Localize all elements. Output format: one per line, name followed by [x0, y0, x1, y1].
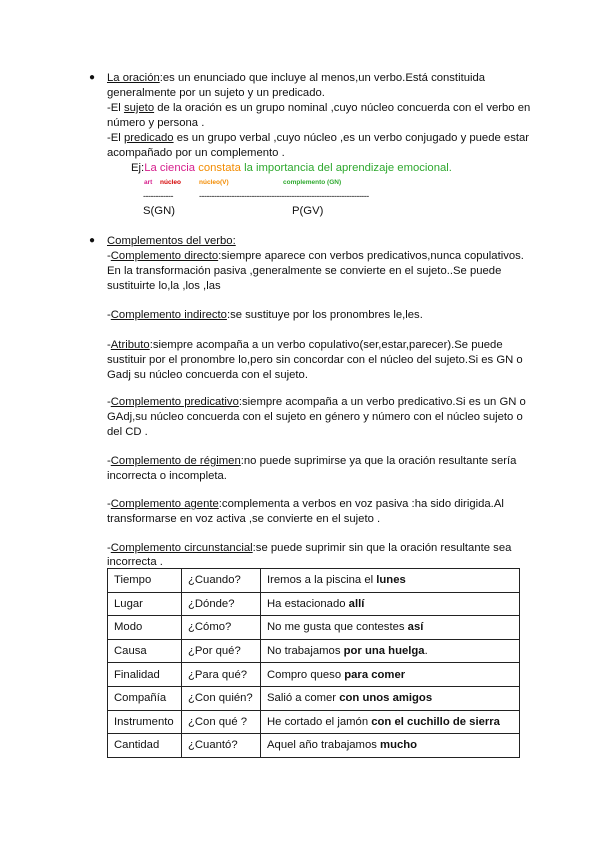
- example-bold: lunes: [376, 574, 406, 587]
- atributo-term: Atributo: [110, 339, 150, 351]
- example-text: Aquel año trabajamos: [267, 739, 381, 752]
- table-row: [108, 639, 520, 663]
- label-nucleo: núcleo: [160, 179, 181, 186]
- example-subject: La ciencia: [144, 162, 196, 174]
- predicado-line-2: acompañado por un complemento .: [107, 147, 285, 159]
- cell-pregunta: ¿Cuantó?: [182, 734, 261, 758]
- cp-line: -Complemento predicativo:siempre acompaña a un verbo predicativo.Si es un GN o: [107, 396, 526, 408]
- cc-line-2: incorrecta .: [107, 556, 163, 568]
- cell-ejemplo: [261, 686, 520, 710]
- cp-term: Complemento predicativo: [110, 396, 239, 408]
- oracion-heading: La oración: [107, 72, 160, 84]
- cc-line: -Complemento circunstancial:se puede suprimir sin que la oración resultante sea: [107, 542, 512, 554]
- text: :siempre acompaña a un verbo predicativo.Si es un GN o: [238, 396, 526, 408]
- text: de la oración es un grupo nominal ,cuyo núcleo concuerda con el verbo en: [154, 102, 531, 114]
- pgv-label: P(GV): [292, 205, 324, 217]
- ca-line-2: transformarse en voz activa ,se convierte en el sujeto .: [107, 513, 381, 525]
- label-art: art: [144, 179, 153, 186]
- cr-line-2: incorrecta o incompleta.: [107, 470, 227, 482]
- table-row: [108, 710, 520, 734]
- table-row: [108, 734, 520, 758]
- table-row: [108, 663, 520, 687]
- predicado-line: [107, 131, 529, 146]
- oracion-line-2: generalmente por un sujeto y un predicado.: [107, 87, 325, 99]
- example-text: Compro queso: [267, 668, 345, 681]
- text: :complementa a verbos en voz pasiva :ha sido dirigida.Al: [218, 498, 504, 510]
- ci-line: -Complemento indirecto:se sustituye por los pronombres le,les.: [107, 309, 423, 321]
- text: :siempre aparece con verbos predicativos,nunca copulativos.: [218, 250, 524, 262]
- cd-line-2: En la transformación pasiva ,generalmente se convierte en el sujeto..Se puede: [107, 265, 502, 277]
- text: es un grupo verbal ,cuyo núcleo ,es un verbo conjugado y puede estar: [173, 132, 530, 144]
- example-bold: para comer: [344, 668, 406, 681]
- text: :siempre acompaña a un verbo copulativo(ser,estar,parecer).Se puede: [149, 339, 503, 351]
- label-nucleo-v: núcleo(V): [199, 179, 229, 186]
- example-bold: mucho: [380, 739, 418, 752]
- ca-term: Complemento agente: [110, 498, 219, 510]
- example-text: He cortado el jamón: [267, 715, 372, 728]
- example-sentence: [131, 161, 452, 176]
- cd-line-3: sustituirte lo,la ,los ,las: [107, 280, 221, 292]
- example-verb: constata: [198, 162, 241, 174]
- atributo-line: -Atributo:siempre acompaña a un verbo copulativo(ser,estar,parecer).Se puede: [107, 339, 503, 351]
- cr-term: Complemento de régimen: [110, 455, 241, 467]
- circunstancial-table: [107, 568, 520, 758]
- text: :no puede suprimirse ya que la oración resultante sería: [240, 455, 517, 467]
- table-row: [108, 616, 520, 640]
- cell-pregunta: ¿Con quién?: [182, 686, 261, 710]
- cp-line-2: GAdj,su núcleo concuerda con el sujeto en género y número con el núcleo sujeto o: [107, 411, 523, 423]
- atributo-line-2: sustituir por el pronombre lo,pero sin concordar con el núcleo del sujeto.Si es GN o: [107, 354, 523, 366]
- cell-ejemplo: [261, 710, 520, 734]
- cell-tipo: Compañía: [108, 686, 182, 710]
- cell-tipo: Cantidad: [108, 734, 182, 758]
- atributo-line-3: Gadj su núcleo concuerda con el sujeto.: [107, 369, 308, 381]
- example-text: Iremos a la piscina el: [267, 574, 377, 587]
- cp-line-3: del CD .: [107, 426, 148, 438]
- cell-pregunta: ¿Cuando?: [182, 569, 261, 593]
- cell-ejemplo: [261, 592, 520, 616]
- cell-tipo: Lugar: [108, 592, 182, 616]
- example-complement: la importancia del aprendizaje emocional.: [244, 162, 452, 174]
- table-row: [108, 569, 520, 593]
- example-text: Salió a comer: [267, 692, 340, 705]
- label-complemento: complemento (GN): [283, 179, 342, 186]
- cell-pregunta: ¿Para qué?: [182, 663, 261, 687]
- bullet-icon: ●: [89, 72, 96, 83]
- table-row: [108, 686, 520, 710]
- cell-ejemplo: [261, 734, 520, 758]
- cell-pregunta: ¿Con qué ?: [182, 710, 261, 734]
- text: :es un enunciado que incluye al menos,un verbo.Está constituida: [159, 72, 486, 84]
- cr-line: -Complemento de régimen:no puede suprimirse ya que la oración resultante sería: [107, 455, 517, 467]
- example-post: .: [424, 645, 428, 658]
- cell-pregunta: ¿Por qué?: [182, 639, 261, 663]
- text: -El: [107, 132, 124, 144]
- cell-tipo: Modo: [108, 616, 182, 640]
- dash-subject: ------------: [143, 191, 173, 201]
- bullet-icon: ●: [89, 235, 96, 246]
- cell-ejemplo: [261, 663, 520, 687]
- oracion-line-1: [107, 71, 485, 86]
- example-bold: con unos amigos: [339, 692, 433, 705]
- ca-line: -Complemento agente:complementa a verbos en voz pasiva :ha sido dirigida.Al: [107, 498, 504, 510]
- cell-pregunta: ¿Cómo?: [182, 616, 261, 640]
- text: :se puede suprimir sin que la oración resultante sea: [252, 542, 512, 554]
- ci-term: Complemento indirecto: [110, 309, 227, 321]
- dash-predicate: --------------------------------------------------------------------: [199, 191, 369, 201]
- sujeto-term: sujeto: [123, 102, 155, 114]
- example-text: Ha estacionado: [267, 597, 349, 610]
- example-bold: por una huelga: [343, 645, 425, 658]
- example-text: No me gusta que contestes: [267, 621, 408, 634]
- complementos-heading: Complementos del verbo:: [107, 235, 236, 247]
- sujeto-line: [107, 101, 530, 116]
- sujeto-line-2: número y persona .: [107, 117, 205, 129]
- cc-term: Complemento circunstancial: [110, 542, 253, 554]
- text: -El: [107, 102, 124, 114]
- example-text: No trabajamos: [267, 645, 344, 658]
- cell-tipo: Instrumento: [108, 710, 182, 734]
- example-bold: así: [407, 621, 424, 634]
- cd-line: -Complemento directo:siempre aparece con verbos predicativos,nunca copulativos.: [107, 250, 524, 262]
- example-prefix: Ej:: [131, 162, 145, 174]
- predicado-term: predicado: [123, 132, 174, 144]
- cd-term: Complemento directo: [110, 250, 219, 262]
- cell-pregunta: ¿Dónde?: [182, 592, 261, 616]
- table-row: [108, 592, 520, 616]
- example-bold: allí: [348, 597, 365, 610]
- cell-tipo: Causa: [108, 639, 182, 663]
- example-bold: con el cuchillo de sierra: [371, 715, 500, 728]
- cell-ejemplo: [261, 569, 520, 593]
- cell-ejemplo: [261, 639, 520, 663]
- text: :se sustituye por los pronombres le,les.: [226, 309, 423, 321]
- cell-tipo: Finalidad: [108, 663, 182, 687]
- cell-tipo: Tiempo: [108, 569, 182, 593]
- cell-ejemplo: [261, 616, 520, 640]
- sgn-label: S(GN): [143, 205, 176, 217]
